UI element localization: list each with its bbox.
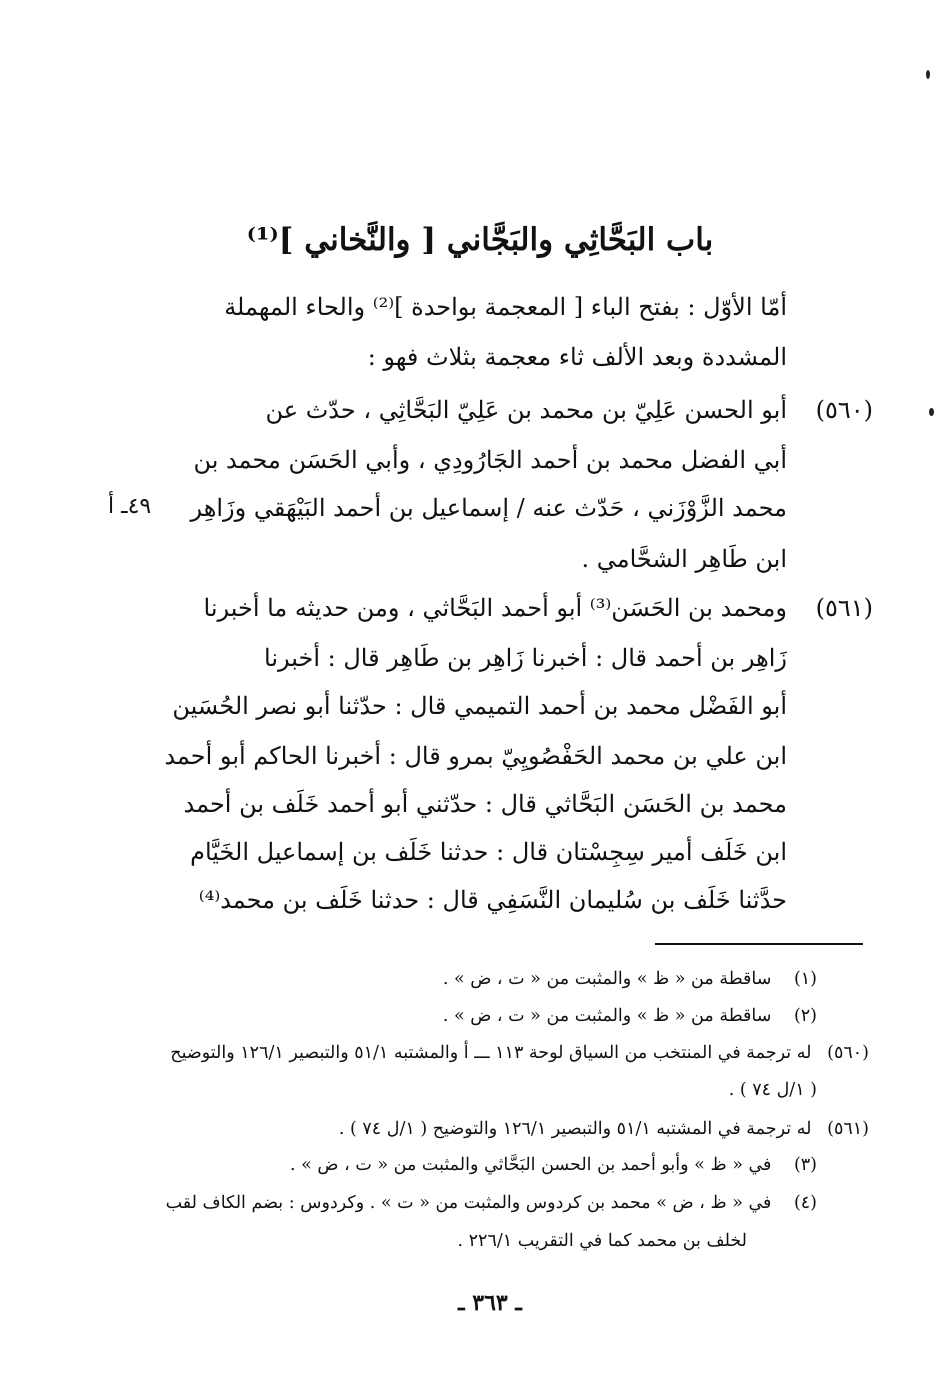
chapter-title: باب البَحَّاثِي والبَجَّاني [ والنَّخاني ]⁽¹⁾ [246,222,714,258]
footnote-text: ساقطة من « ظ » والمثبت من « ت ، ض » . [442,969,772,989]
footnote-number: (٥٦١) [827,1119,869,1139]
footnote-text: له ترجمة في المشتبه ٥١/١ والتبصير ١٢٦/١ والتوضيح ( ١/ل ٧٤ ) . [338,1119,812,1139]
page-number: ـ ٣٦٣ ـ [458,1290,522,1316]
margin-folio-note: ٤٩ـ أ [108,494,152,519]
footnote-2 [443,1006,817,1026]
entry-560-line-1: أبو الحسن عَلِيّ بن محمد بن عَلِيّ البَحَّاثِي ، حدّث عن [265,396,787,424]
footnote-text: في « ظ ، ض » محمد بن كردوس والمثبت من « ت » . وكردوس : بضم الكاف لقب [165,1193,772,1213]
footnote-1 [443,969,817,989]
scan-speck [926,70,930,79]
entry-number-561: (٥٦١) [815,594,873,622]
footnote-number: (٤) [793,1193,817,1213]
footnote-560-cont: ( ١/ل ٧٤ ) . [728,1080,817,1100]
footnote-3 [290,1155,817,1175]
entry-561-line-5: محمد بن الحَسَن البَحَّاثي قال : حدّثني أبو أحمد خَلَف بن أحمد [183,790,787,818]
footnote-separator [655,943,863,945]
entry-number-560: (٥٦٠) [815,396,873,424]
entry-561-line-1: ومحمد بن الحَسَن⁽³⁾ أبو أحمد البَحَّاثي ، ومن حديثه ما أخبرنا [203,594,787,622]
footnote-text: في « ظ » وأبو أحمد بن الحسن البَحَّاثي والمثبت من « ت ، ض » . [290,1155,772,1175]
entry-560-line-2: أبي الفضل محمد بن أحمد الجَارُودِي ، وأبي الحَسَن محمد بن [193,446,787,474]
scan-speck [929,408,934,416]
entry-561-line-7: حدَّثنا خَلَف بن سُليمان النَّسَفِي قال : حدثنا خَلَف بن محمد⁽⁴⁾ [198,886,787,914]
entry-560-line-4: ابن طَاهِر الشحَّامي . [581,545,787,573]
entry-560-line-3: محمد الزَّوْزَني ، حَدّث عنه / إسماعيل بن أحمد البَيْهَقي وزَاهِر [190,494,787,522]
footnote-561 [339,1119,869,1139]
intro-line-1: أمّا الأوّل : بفتح الباء [ المعجمة بواحدة ]⁽²⁾ والحاء المهملة [224,293,787,321]
entry-561-line-3: أبو الفَضْل محمد بن أحمد التميمي قال : حدّثنا أبو نصر الحُسَين [172,692,787,720]
footnote-text: له ترجمة في المنتخب من السياق لوحة ١١٣ ـــ أ والمشتبه ٥١/١ والتبصير ١٢٦/١ والتوضيح [170,1043,812,1063]
entry-561-line-4: ابن علي بن محمد الحَفْصُويِيّ بمرو قال : أخبرنا الحاكم أبو أحمد [164,742,787,770]
entry-561-line-6: ابن خَلَف أمير سِجِسْتان قال : حدثنا خَلَف بن إسماعيل الخَيَّام [190,838,787,866]
footnote-560 [170,1043,869,1063]
entry-561-line-2: زَاهِر بن أحمد قال : أخبرنا زَاهِر بن طَاهِر قال : أخبرنا [264,644,787,672]
footnote-text: ساقطة من « ظ » والمثبت من « ت ، ض » . [442,1006,772,1026]
footnote-number: (٣) [793,1155,817,1175]
footnote-number: (٥٦٠) [827,1043,869,1063]
footnote-number: (١) [793,969,817,989]
footnote-number: (٢) [793,1006,817,1026]
footnote-4 [166,1193,817,1213]
intro-line-2: المشددة وبعد الألف ثاء معجمة بثلاث فهو : [367,343,787,371]
footnote-4-cont: لخلف بن محمد كما في التقريب ٢٢٦/١ . [457,1231,747,1251]
